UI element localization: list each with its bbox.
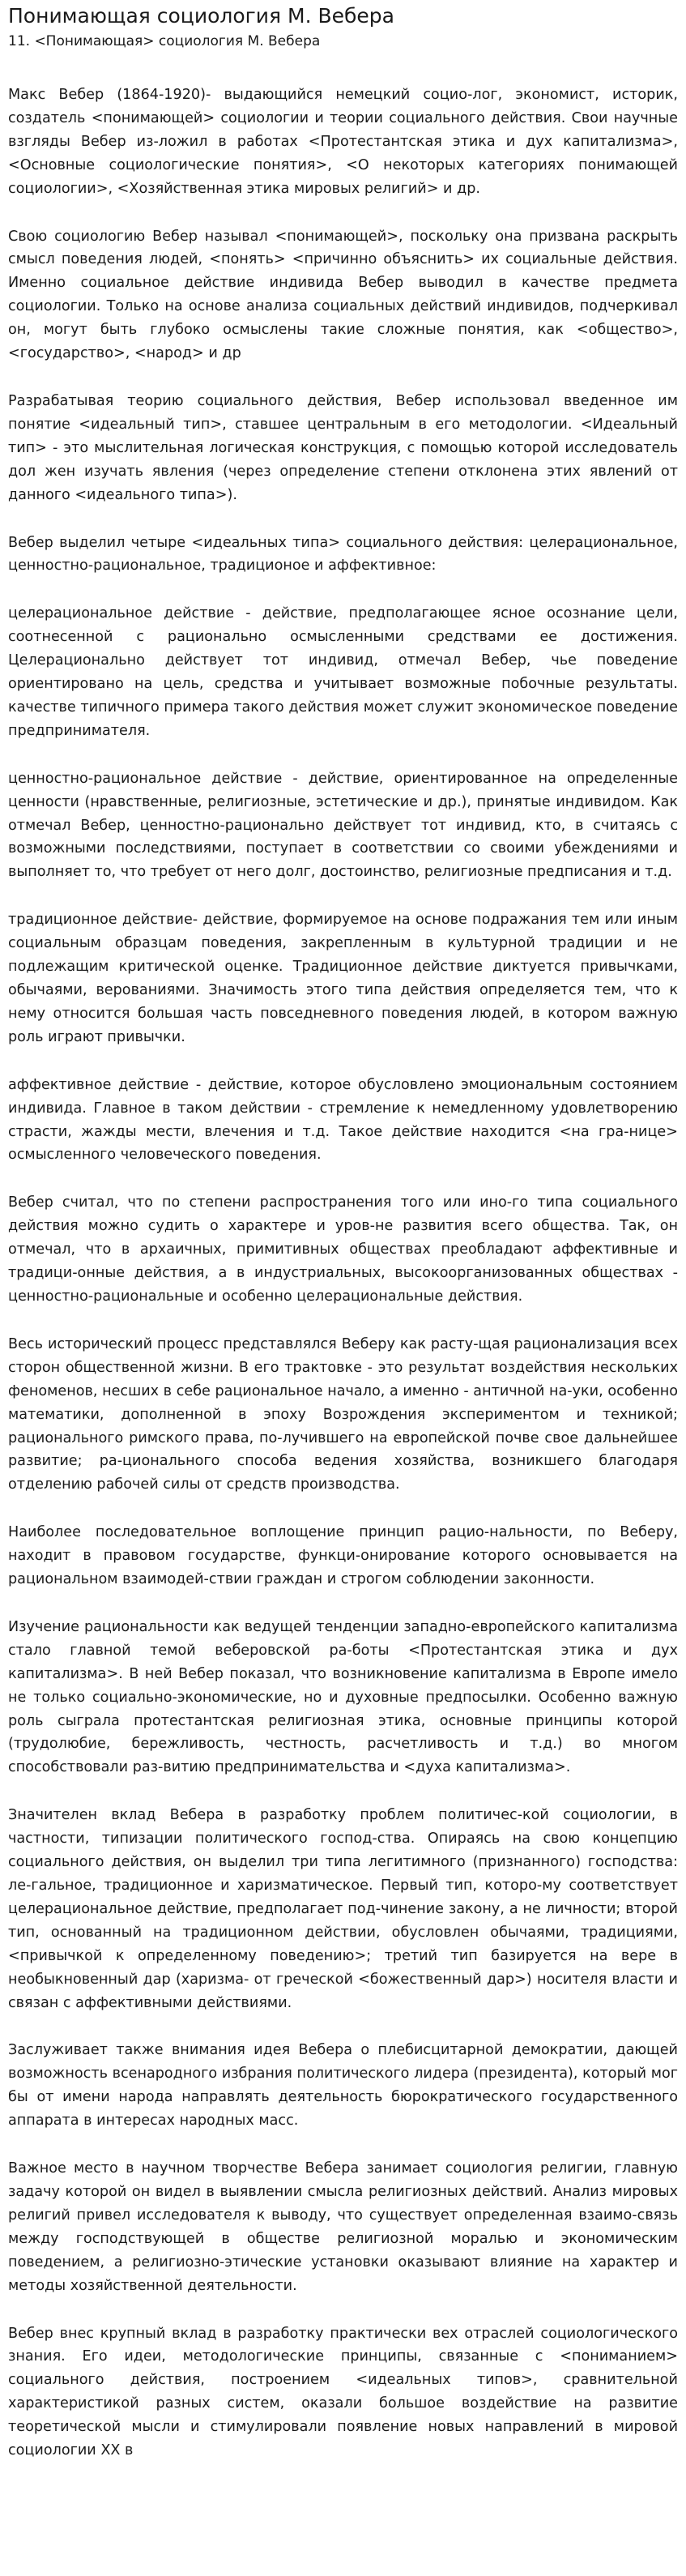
paragraph: Вебер считал, что по степени распространения того или ино-го типа социального действия можно судить о характере и уров-не развития всего общества. Так, он отмечал, что в архаичных, примитивных обществах преобладают аффективные и традици-онные действия, а в индустриальных, высокоорганизованных обществах - ценностно-рациональные и особенно целерациональные действия. — [8, 1194, 678, 1305]
paragraph: Вебер выделил четыре <идеальных типа> социального действия: целерациональное, ценностно-рациональное, традиционое и аффективное: — [8, 534, 678, 575]
paragraph: Макс Вебер (1864-1920)- выдающийся немецкий социо-лог, экономист, историк, создатель <понимающей> социологии и теории социального действия. Свои научные взгляды Вебер из-ложил в работах <Протестантская этика и дух капитализма>, <Основные социологические понятия>, <О некоторых категориях понимающей социологии>, <Хозяйственная этика мировых религий> и др. — [8, 87, 678, 197]
paragraph: Наиболее последовательное воплощение принцип рацио-нальности, по Веберу, находит в правовом государстве, функци-онирование которого основывается на рациональном взаимодей-ствии граждан и строгом соблюдении законности. — [8, 1524, 678, 1588]
paragraph: Важное место в научном творчестве Вебера занимает социология религии, главную задачу которой он видел в выявлении смысла религиозных действий. Анализ мировых религий привел исследователя к выводу, что существует определенная взаимо-связь между господствующей в обществе религиозной моралью и экономическим поведением, а религиозно-этические установки оказывают влияние на характер и методы хозяйственной деятельности. — [8, 2160, 678, 2294]
article-body — [8, 83, 678, 2463]
paragraph: Изучение рациональности как ведущей тенденции западно-европейского капитализма стало главной темой веберовской ра-боты <Протестантская этика и дух капитализма>. В ней Вебер показал, что возникновение капитализма в Европе имело не только социально-экономические, но и духовные предпосылки. Особенно важную роль сыграла протестантская религиозная этика, основные принципы которой (трудолюбие, бережливость, честность, расчетливость и т.д.) во многом способствовали раз-витию предпринимательства и <духа капитализма>. — [8, 1618, 678, 1776]
section-heading: 11. <Понимающая> социология М. Вебера — [8, 33, 321, 49]
page-title: Понимающая социология М. Вебера — [8, 4, 394, 28]
paragraph: целерациональное действие - действие, предполагающее ясное осознание цели, соотнесенной с рационально осмысленными средствами ее достижения. Целерационально действует тот индивид, отмечал Вебер, чье поведение ориентировано на цель, средства и учитывает возможные побочные результаты. качестве типичного примера такого действия может служит экономическое поведение предпринимателя. — [8, 605, 678, 739]
paragraph: Значителен вклад Вебера в разработку проблем политичес-кой социологии, в частности, типизации политического господ-ства. Опираясь на свою концепцию социального действия, он выделил три типа легитимного (признанного) господства: ле-гальное, традиционное и харизматическое. Первый тип, которо-му соответствует целерациональное действие, предполагает под-чинение закону, а не личности; второй тип, основанный на традиционном действии, обусловлен обычаями, традициями, <привычкой к определенному поведению>; третий тип базируется на вере в необыкновенный дар (харизма- от греческой <божественный дар>) носителя власти и связан с аффективными действиями. — [8, 1807, 678, 2011]
paragraph: Разрабатывая теорию социального действия, Вебер использовал введенное им понятие <идеальный тип>, ставшее центральным в его методологии. <Идеальный тип> - это мыслительная логическая конструкция, с помощью которой исследователь дол жен изучать явления (через определение степени отклонена этих явлений от данного <идеального типа>). — [8, 392, 678, 503]
paragraph: Заслуживает также внимания идея Вебера о плебисцитарной демократии, дающей возможность всенародного избрания политического лидера (президента), который мог бы от имени народа направлять деятельность бюрократического государственного аппарата в интересах народных масс. — [8, 2042, 678, 2130]
paragraph: Вебер внес крупный вклад в разработку практически вех отраслей социологического знания. Его идеи, методологические принципы, связанные с <пониманием> социального действия, построением <идеальных типов>, сравнительной характеристикой разных систем, оказали большое воздействие на развитие теоретической мысли и стимулировали появление новых направлений в мировой социологии XX в — [8, 2325, 678, 2459]
paragraph: традиционное действие- действие, формируемое на основе подражания тем или иным социальным образцам поведения, закрепленным в культурной традиции и не подлежащим критической оценке. Традиционное действие диктуется привычками, обычаями, верованиями. Значимость этого типа действия определяется тем, что к нему относится большая часть повседневного поведения людей, в котором важную роль играют привычки. — [8, 912, 678, 1045]
paragraph: Свою социологию Вебер называл <понимающей>, поскольку она призвана раскрыть смысл поведения людей, <понять> <причинно объяснить> их социальные действия. Именно социальное действие индивида Вебер выводил в качестве предмета социологии. Только на основе анализа социальных действий индивидов, подчеркивал он, могут быть глубоко осмыслены такие сложные понятия, как <общество>, <государство>, <народ> и др — [8, 228, 678, 362]
paragraph: аффективное действие - действие, которое обусловлено эмоциональным состоянием индивида. Главное в таком действии - стремление к немедленному удовлетворению страсти, жажды мести, влечения и т.д. Такое действие находится <на гра-нице> осмысленного человеческого поведения. — [8, 1076, 678, 1164]
paragraph: ценностно-рациональное действие - действие, ориентированное на определенные ценности (нравственные, религиозные, эстетические и др.), принятые индивидом. Как отмечал Вебер, ценностно-рационально действует тот индивид, кто, в считаясь с возможными последствиями, поступает в соответствии со своими убеждениями и выполняет то, что требует от него долг, достоинство, религиозные предписания и т.д. — [8, 770, 678, 881]
paragraph: Весь исторический процесс представлялся Веберу как расту-щая рационализация всех сторон общественной жизни. В его трактовке - это результат воздействия нескольких феноменов, несших в себе рациональное начало, а именно - античной на-уки, особенно математики, дополненной в эпоху Возрождения экспериментом и техникой; рационального римского права, по-лучившего на европейской почве свое дальнейшее развитие; ра-ционального способа ведения хозяйства, возникшего благодаря отделению рабочей силы от средств производства. — [8, 1335, 678, 1493]
